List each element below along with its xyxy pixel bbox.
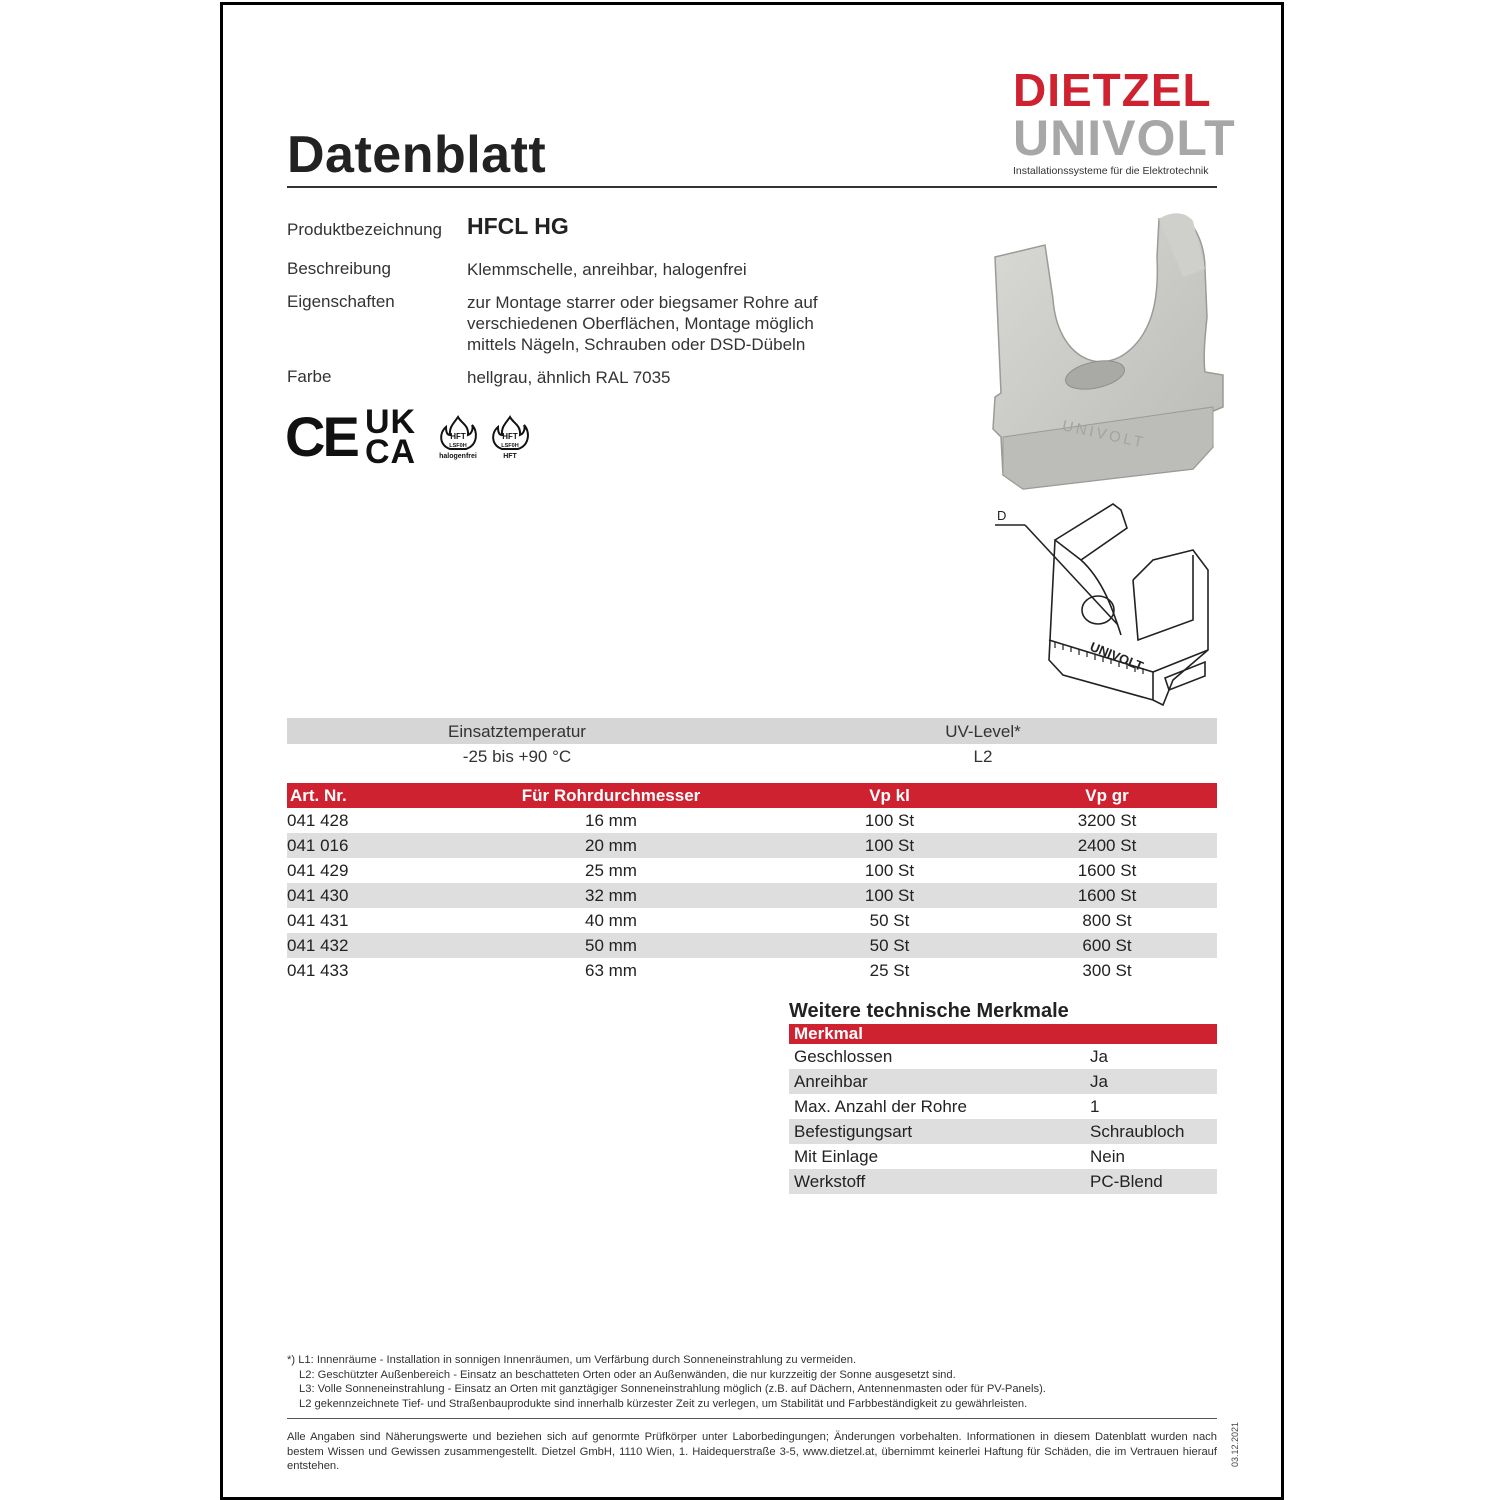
feature-value: 1	[1090, 1097, 1100, 1116]
uv-footnotes	[287, 1353, 1217, 1411]
table-row	[287, 933, 1217, 958]
footnote-line: L2 gekennzeichnete Tief- und Straßenbauprodukte sind innerhalb kürzester Zeit zu verlegen, um Stabilität und Farbbeständigkeit zu gewährleisten.	[299, 1397, 1028, 1410]
flame-icon	[487, 415, 533, 451]
cell-article-number: 041 433	[287, 961, 349, 980]
features-table	[789, 1024, 1217, 1194]
table-row	[287, 858, 1217, 883]
header-diameter: Für Rohrdurchmesser	[521, 786, 701, 805]
product-photo	[983, 207, 1233, 497]
properties-label: Eigenschaften	[287, 292, 395, 311]
feature-value: Nein	[1090, 1147, 1125, 1166]
cell-diameter: 32 mm	[585, 886, 637, 905]
properties-line: mittels Nägeln, Schrauben oder DSD-Dübeln	[467, 335, 806, 354]
header-vp-kl: Vp kl	[869, 786, 910, 805]
cell-diameter: 25 mm	[585, 861, 637, 880]
feature-key: Max. Anzahl der Rohre	[794, 1097, 967, 1116]
table-row	[789, 1169, 1217, 1194]
document-date: 03.12.2021	[1230, 1421, 1240, 1467]
hft-bottom-label: halogenfrei	[439, 453, 477, 460]
description-label: Beschreibung	[287, 259, 391, 278]
drawing-brand-text: UNIVOLT	[1087, 638, 1146, 674]
datasheet-page	[220, 2, 1284, 1500]
title-divider	[287, 186, 1217, 188]
properties-line: verschiedenen Oberflächen, Montage möglich	[467, 314, 814, 333]
cell-article-number: 041 431	[287, 911, 349, 930]
page-title: Datenblatt	[287, 126, 547, 184]
feature-key: Mit Einlage	[794, 1147, 879, 1166]
cell-article-number: 041 432	[287, 936, 349, 955]
features-header: Merkmal	[789, 1024, 1217, 1044]
hft-mid-label: LSF0H	[501, 443, 519, 449]
cell-vp-kl: 100 St	[864, 886, 915, 905]
logo-tagline: Installationssysteme für die Elektrotechnik	[1013, 165, 1209, 177]
footnote-line: L3: Volle Sonneneinstrahlung - Einsatz an Orten mit ganztägiger Sonneneinstrahlung möglich (z.B. auf Dächern, Antennenmasten oder für PV-Panels).	[299, 1383, 1046, 1396]
cell-vp-gr: 300 St	[1082, 961, 1132, 980]
table-row	[789, 1094, 1217, 1119]
uv-level-value: L2	[973, 747, 993, 766]
hft-mid-label: LSF0H	[449, 443, 467, 449]
cell-article-number: 041 016	[287, 836, 349, 855]
cell-article-number: 041 430	[287, 886, 349, 905]
footnote-line: L2: Geschützter Außenbereich - Einsatz an beschatteten Orten oder an Außenwänden, die nur kurzzeitig der Sonne ausgesetzt sind.	[299, 1368, 956, 1381]
cell-vp-kl: 25 St	[869, 961, 910, 980]
cell-vp-gr: 600 St	[1082, 936, 1132, 955]
cell-article-number: 041 428	[287, 811, 349, 830]
table-row	[287, 808, 1217, 833]
hft-mark-icon	[487, 415, 533, 460]
disclaimer: Alle Angaben sind Näherungswerte und beziehen sich auf genormte Prüfkörper unter Laborbedingungen; Änderungen vorbehalten. Informationen in diesem Datenblatt wurden nach bestem Wissen und Gewissen zusammengestellt. Dietzel GmbH, 1110 Wien, 1. Haidequerstraße 3-5, www.dietzel.at, übernimmt keinerlei Haftung für Schäden, die im Vertrauen hierauf entstehen.	[287, 1431, 1217, 1473]
feature-value: Ja	[1090, 1047, 1108, 1066]
hft-halogen-free-icon	[435, 415, 481, 460]
dimension-label-d: D	[997, 508, 1007, 523]
feature-value: PC-Blend	[1090, 1172, 1163, 1191]
cell-diameter: 40 mm	[585, 911, 637, 930]
cell-vp-kl: 100 St	[864, 861, 915, 880]
cell-vp-gr: 1600 St	[1077, 861, 1137, 880]
article-table-header	[287, 783, 1217, 808]
cell-diameter: 16 mm	[585, 811, 637, 830]
header-vp-gr: Vp gr	[1085, 786, 1129, 805]
product-name-label: Produktbezeichnung	[287, 220, 443, 239]
table-row	[287, 958, 1217, 983]
features-title: Weitere technische Merkmale	[789, 1000, 1069, 1022]
table-row	[287, 908, 1217, 933]
cell-vp-gr: 2400 St	[1077, 836, 1137, 855]
feature-key: Anreihbar	[794, 1072, 868, 1091]
hft-bottom-label: HFT	[503, 453, 517, 460]
footnote-line: *) L1: Innenräume - Installation in sonnigen Innenräumen, um Verfärbung durch Sonneneinstrahlung zu vermeiden.	[287, 1354, 857, 1366]
temperature-value: -25 bis +90 °C	[462, 747, 572, 766]
cell-vp-kl: 100 St	[864, 836, 915, 855]
ukca-line: UK	[365, 403, 417, 441]
technical-drawing	[993, 500, 1233, 710]
feature-key: Geschlossen	[794, 1047, 893, 1066]
photo-brand-text: UNIVOLT	[1060, 417, 1148, 452]
feature-value: Ja	[1090, 1072, 1108, 1091]
table-row	[789, 1144, 1217, 1169]
table-row	[287, 833, 1217, 858]
cell-diameter: 50 mm	[585, 936, 637, 955]
description-value: Klemmschelle, anreihbar, halogenfrei	[467, 260, 747, 279]
cell-vp-kl: 50 St	[869, 936, 910, 955]
ce-mark-icon: CE	[285, 405, 357, 468]
feature-key: Werkstoff	[794, 1172, 866, 1191]
flame-icon	[435, 415, 481, 451]
logo-dietzel: DIETZEL	[1013, 64, 1212, 116]
cell-diameter: 63 mm	[585, 961, 637, 980]
feature-value: Schraubloch	[1090, 1122, 1185, 1141]
color-value: hellgrau, ähnlich RAL 7035	[467, 368, 671, 387]
ukca-line: CA	[365, 433, 417, 471]
footer-divider	[287, 1418, 1217, 1419]
temperature-header: Einsatztemperatur	[448, 722, 586, 741]
properties-value	[467, 292, 867, 355]
hft-top-label: HFT	[502, 432, 518, 441]
cell-vp-kl: 100 St	[864, 811, 915, 830]
cell-vp-gr: 800 St	[1082, 911, 1132, 930]
cell-vp-kl: 50 St	[869, 911, 910, 930]
properties-line: zur Montage starrer oder biegsamer Rohre auf	[467, 293, 818, 312]
color-label: Farbe	[287, 367, 332, 386]
cell-article-number: 041 429	[287, 861, 349, 880]
table-row	[789, 1119, 1217, 1144]
article-table	[287, 783, 1217, 983]
logo-univolt: UNIVOLT	[1013, 110, 1236, 166]
uv-level-header: UV-Level*	[945, 722, 1021, 741]
header-article-number: Art. Nr.	[290, 786, 347, 805]
cell-vp-gr: 3200 St	[1077, 811, 1137, 830]
table-row	[789, 1044, 1217, 1069]
ukca-mark-icon	[365, 403, 417, 471]
product-name-value: HFCL HG	[467, 213, 569, 239]
cell-vp-gr: 1600 St	[1077, 886, 1137, 905]
feature-key: Befestigungsart	[794, 1122, 913, 1141]
hft-top-label: HFT	[450, 432, 466, 441]
table-row	[789, 1069, 1217, 1094]
cell-diameter: 20 mm	[585, 836, 637, 855]
table-row	[287, 883, 1217, 908]
